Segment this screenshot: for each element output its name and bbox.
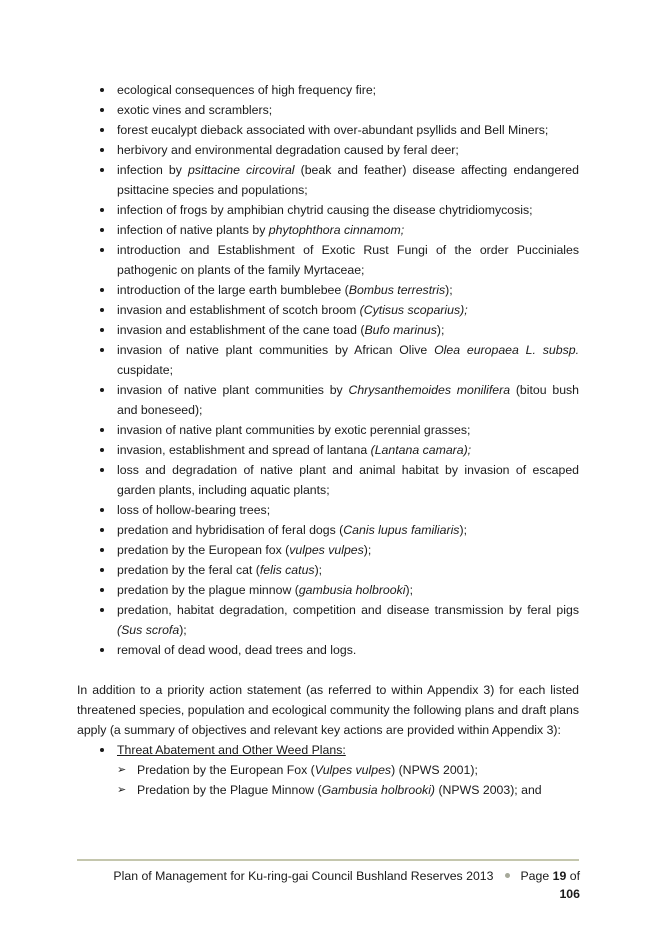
text-run: invasion, establishment and spread of lantana [117, 443, 371, 457]
bullet-dot-icon [100, 548, 104, 552]
text-run: introduction of the large earth bumblebee ( [117, 283, 349, 297]
text-run: ); [436, 323, 445, 337]
italic-text: psittacine circoviral [187, 163, 295, 177]
italic-text: Gambusia holbrooki) [321, 783, 436, 797]
plan-sub-list [117, 760, 579, 800]
threat-list-item [77, 380, 579, 420]
arrow-bullet-icon: ➢ [117, 784, 127, 796]
text-run: invasion of native plant communities by exotic perennial grasses; [117, 423, 471, 437]
body-paragraph: In addition to a priority action statement (as referred to within Appendix 3) for each listed threatened species, population and ecological community the following plans and draft plans apply (a summary of objectives and relevant key actions are provided within Appendix 3): [77, 683, 579, 737]
bullet-dot-icon [100, 508, 104, 512]
bullet-dot-icon [100, 588, 104, 592]
text-run: invasion and establishment of scotch broom [117, 303, 360, 317]
bullet-dot-icon [100, 308, 104, 312]
italic-text: (Sus scrofa [117, 623, 180, 637]
bullet-dot-icon [100, 328, 104, 332]
threat-list [77, 80, 579, 660]
text-run: ); [314, 563, 323, 577]
threat-list-item [77, 220, 579, 240]
text-run: ); [459, 523, 467, 537]
bullet-dot-icon [100, 448, 104, 452]
threat-list-item [77, 520, 579, 540]
bullet-dot-icon [100, 648, 104, 652]
text-run: predation by the European fox ( [117, 543, 290, 557]
text-run: herbivory and environmental degradation caused by feral deer; [117, 143, 459, 157]
threat-list-item [77, 120, 579, 140]
text-run: predation and hybridisation of feral dogs ( [117, 523, 344, 537]
threat-list-item [77, 600, 579, 640]
text-run: ); [179, 623, 187, 637]
text-run: ); [363, 543, 372, 557]
text-run: ); [405, 583, 413, 597]
text-run: cuspidate; [117, 363, 174, 377]
text-run: loss and degradation of native plant and animal habitat by invasion of escaped garden plants, including aquatic plants; [117, 463, 579, 497]
bullet-dot-icon [100, 748, 104, 752]
italic-text: gambusia holbrooki [298, 583, 406, 597]
italic-text: phytophthora cinnamom; [268, 223, 405, 237]
bullet-dot-icon [100, 388, 104, 392]
text-run: (bitou bush and boneseed); [117, 383, 580, 417]
footer-title: Plan of Management for Ku-ring-gai Council Bushland Reserves 2013 [113, 869, 494, 883]
text-run: predation by the feral cat ( [117, 563, 260, 577]
arrow-bullet-icon: ➢ [117, 764, 127, 776]
text-run: Predation by the European Fox ( [137, 763, 315, 777]
text-run: infection by [117, 163, 188, 177]
italic-text: (Lantana camara); [370, 443, 472, 457]
footer-page-label: Page [520, 869, 550, 883]
page-footer [90, 867, 580, 903]
bullet-dot-icon [100, 208, 104, 212]
threat-list-item [77, 100, 579, 120]
text-run: invasion of native plant communities by African Olive [117, 343, 435, 357]
bullet-dot-icon [100, 128, 104, 132]
bullet-dot-icon [100, 608, 104, 612]
bullet-dot-icon [100, 468, 104, 472]
bullet-dot-icon [100, 528, 104, 532]
plans-list [77, 740, 579, 800]
text-run: ecological consequences of high frequency fire; [117, 83, 377, 97]
text-run: Predation by the Plague Minnow ( [137, 783, 322, 797]
text-run: infection of native plants by [117, 223, 269, 237]
text-run: ); [445, 283, 453, 297]
bullet-dot-icon [100, 248, 104, 252]
italic-text: felis catus [259, 563, 315, 577]
plan-sub-item [117, 760, 579, 780]
plans-heading: Threat Abatement and Other Weed Plans: [117, 743, 346, 757]
text-run: ) (NPWS 2001); [391, 763, 478, 777]
threat-list-item [77, 560, 579, 580]
italic-text: Chrysanthemoides monilifera [348, 383, 511, 397]
footer-of-label: of [569, 869, 580, 883]
italic-text: (Cytisus scoparius); [359, 303, 468, 317]
text-run: invasion of native plant communities by [117, 383, 349, 397]
bullet-dot-icon [100, 88, 104, 92]
italic-text: Bombus terrestris [348, 283, 446, 297]
text-run: predation, habitat degradation, competition and disease transmission by feral pigs [117, 603, 579, 617]
italic-text: Bufo marinus [364, 323, 437, 337]
bullet-dot-icon [100, 108, 104, 112]
threat-list-item [77, 460, 579, 500]
threat-list-item [77, 240, 579, 280]
text-run: introduction and Establishment of Exotic Rust Fungi of the order Pucciniales pathogenic on plants of the family Myrtaceae; [117, 243, 579, 277]
threat-list-item [77, 80, 579, 100]
threat-list-item [77, 440, 579, 460]
text-run: forest eucalypt dieback associated with over-abundant psyllids and Bell Miners; [117, 123, 549, 137]
footer-page-total: 106 [559, 887, 580, 901]
footer-page-current: 19 [552, 869, 567, 883]
threat-list-item [77, 420, 579, 440]
threat-list-item [77, 540, 579, 560]
bullet-dot-icon [100, 168, 104, 172]
bullet-dot-icon [100, 348, 104, 352]
text-run: exotic vines and scramblers; [117, 103, 273, 117]
text-run: infection of frogs by amphibian chytrid causing the disease chytridiomycosis; [117, 203, 533, 217]
threat-list-item [77, 580, 579, 600]
threat-list-item [77, 500, 579, 520]
threat-list-item [77, 340, 579, 380]
plan-sub-item [117, 780, 579, 800]
threat-list-item [77, 640, 579, 660]
italic-text: Olea europaea L. subsp. [434, 343, 579, 357]
footer-separator-dot-icon [505, 873, 510, 878]
bullet-dot-icon [100, 228, 104, 232]
threat-list-item [77, 160, 579, 200]
text-run: invasion and establishment of the cane toad ( [117, 323, 365, 337]
threat-list-item [77, 200, 579, 220]
bullet-dot-icon [100, 288, 104, 292]
bullet-dot-icon [100, 568, 104, 572]
threat-list-item [77, 280, 579, 300]
text-run: removal of dead wood, dead trees and logs. [117, 643, 357, 657]
threat-list-item [77, 320, 579, 340]
italic-text: Canis lupus familiaris [343, 523, 460, 537]
plans-list-item [77, 740, 579, 800]
bullet-dot-icon [100, 148, 104, 152]
bullet-dot-icon [100, 428, 104, 432]
italic-text: Vulpes vulpes [314, 763, 392, 777]
italic-text: vulpes vulpes [289, 543, 364, 557]
footer-divider [77, 859, 579, 861]
threat-list-item [77, 140, 579, 160]
text-run: loss of hollow-bearing trees; [117, 503, 271, 517]
threat-list-item [77, 300, 579, 320]
page-content [77, 80, 579, 800]
text-run: predation by the plague minnow ( [117, 583, 299, 597]
text-run: (NPWS 2003); and [435, 783, 542, 797]
text-run: (beak and feather) disease affecting endangered psittacine species and populations; [117, 163, 579, 197]
